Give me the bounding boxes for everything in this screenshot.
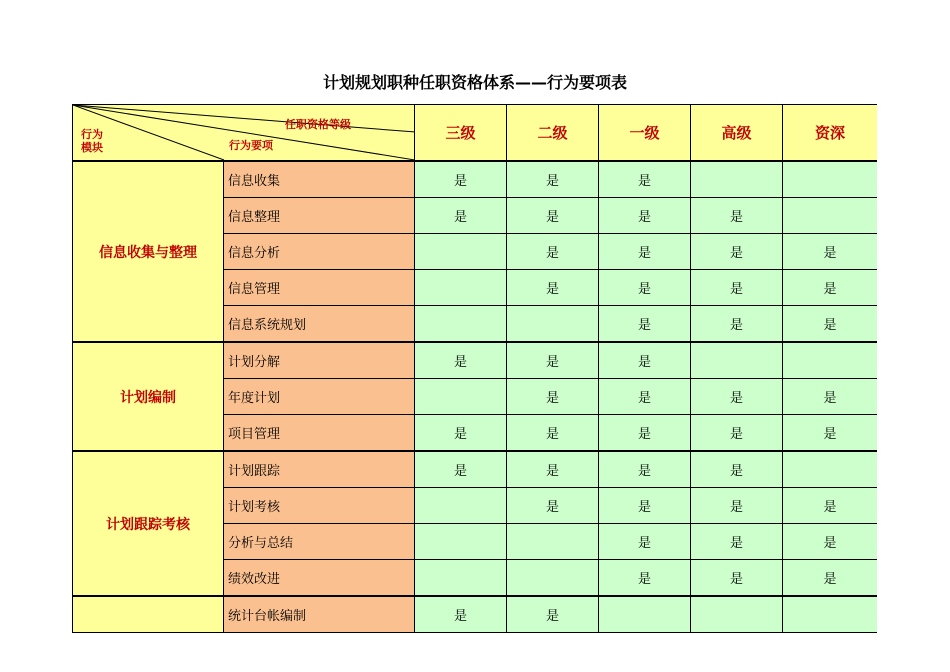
level-mark-cell: 是 bbox=[507, 198, 599, 234]
level-mark-cell bbox=[415, 270, 507, 306]
level-mark-cell: 是 bbox=[507, 379, 599, 415]
corner-row-label-2: 模块 bbox=[81, 141, 103, 154]
level-mark-cell: 是 bbox=[599, 415, 691, 452]
level-mark-cell: 是 bbox=[783, 415, 878, 452]
level-mark-cell: 是 bbox=[507, 596, 599, 633]
module-cell bbox=[73, 596, 224, 633]
level-mark-cell: 是 bbox=[691, 488, 783, 524]
level-mark-cell: 是 bbox=[691, 560, 783, 597]
level-header-4: 高级 bbox=[691, 105, 783, 162]
level-mark-cell bbox=[507, 560, 599, 597]
level-mark-cell: 是 bbox=[783, 306, 878, 343]
level-mark-cell: 是 bbox=[415, 596, 507, 633]
module-cell: 计划跟踪考核 bbox=[73, 451, 224, 596]
table-row bbox=[73, 451, 878, 488]
level-mark-cell bbox=[599, 596, 691, 633]
level-mark-cell: 是 bbox=[599, 451, 691, 488]
table-row bbox=[73, 161, 878, 198]
level-mark-cell: 是 bbox=[599, 488, 691, 524]
behavior-item-cell: 项目管理 bbox=[224, 415, 415, 452]
level-mark-cell: 是 bbox=[691, 524, 783, 560]
behavior-item-cell: 年度计划 bbox=[224, 379, 415, 415]
level-mark-cell: 是 bbox=[783, 379, 878, 415]
module-cell: 信息收集与整理 bbox=[73, 161, 224, 342]
behavior-items-table bbox=[72, 104, 877, 672]
behavior-item-cell: 信息整理 bbox=[224, 198, 415, 234]
level-mark-cell: 是 bbox=[599, 342, 691, 379]
level-mark-cell: 是 bbox=[507, 342, 599, 379]
level-mark-cell: 是 bbox=[415, 342, 507, 379]
level-mark-cell: 是 bbox=[691, 198, 783, 234]
level-mark-cell bbox=[415, 488, 507, 524]
behavior-item-cell: 绩效改进 bbox=[224, 560, 415, 597]
level-mark-cell: 是 bbox=[691, 415, 783, 452]
behavior-item-cell: 信息系统规划 bbox=[224, 306, 415, 343]
level-mark-cell: 是 bbox=[783, 524, 878, 560]
level-mark-cell: 是 bbox=[783, 488, 878, 524]
level-mark-cell bbox=[783, 342, 878, 379]
level-mark-cell bbox=[507, 524, 599, 560]
level-mark-cell bbox=[415, 524, 507, 560]
level-mark-cell: 是 bbox=[599, 306, 691, 343]
level-mark-cell bbox=[415, 560, 507, 597]
page-title: 计划规划职种任职资格体系——行为要项表 bbox=[322, 73, 627, 92]
behavior-item-cell: 分析与总结 bbox=[224, 524, 415, 560]
level-mark-cell: 是 bbox=[507, 488, 599, 524]
level-mark-cell: 是 bbox=[599, 198, 691, 234]
level-mark-cell: 是 bbox=[415, 451, 507, 488]
level-mark-cell bbox=[415, 306, 507, 343]
level-mark-cell: 是 bbox=[507, 451, 599, 488]
behavior-item-cell: 计划跟踪 bbox=[224, 451, 415, 488]
level-mark-cell: 是 bbox=[783, 270, 878, 306]
level-mark-cell: 是 bbox=[415, 198, 507, 234]
corner-row-label-1: 行为 bbox=[81, 128, 103, 141]
level-mark-cell bbox=[783, 451, 878, 488]
level-header-3: 一级 bbox=[599, 105, 691, 162]
level-mark-cell: 是 bbox=[599, 379, 691, 415]
level-mark-cell: 是 bbox=[691, 234, 783, 270]
table-row bbox=[73, 342, 878, 379]
level-mark-cell: 是 bbox=[507, 270, 599, 306]
level-mark-cell bbox=[783, 198, 878, 234]
table-corner-cell bbox=[73, 105, 415, 162]
level-mark-cell: 是 bbox=[507, 161, 599, 198]
behavior-item-cell: 信息管理 bbox=[224, 270, 415, 306]
level-mark-cell: 是 bbox=[415, 161, 507, 198]
level-mark-cell bbox=[691, 342, 783, 379]
level-mark-cell: 是 bbox=[507, 234, 599, 270]
level-mark-cell bbox=[507, 306, 599, 343]
behavior-item-cell: 信息分析 bbox=[224, 234, 415, 270]
level-mark-cell: 是 bbox=[783, 234, 878, 270]
level-mark-cell: 是 bbox=[599, 161, 691, 198]
level-mark-cell bbox=[691, 161, 783, 198]
corner-level-label: 任职资格等级 bbox=[285, 118, 351, 131]
corner-item-label: 行为要项 bbox=[229, 139, 273, 152]
level-mark-cell bbox=[783, 596, 878, 633]
level-mark-cell: 是 bbox=[599, 560, 691, 597]
level-header-1: 三级 bbox=[415, 105, 507, 162]
level-mark-cell bbox=[691, 596, 783, 633]
behavior-item-cell: 计划考核 bbox=[224, 488, 415, 524]
table-row bbox=[73, 596, 878, 633]
level-header-2: 二级 bbox=[507, 105, 599, 162]
level-header-5: 资深 bbox=[783, 105, 878, 162]
level-mark-cell: 是 bbox=[599, 270, 691, 306]
level-mark-cell: 是 bbox=[783, 560, 878, 597]
level-mark-cell: 是 bbox=[507, 415, 599, 452]
level-mark-cell: 是 bbox=[599, 234, 691, 270]
level-mark-cell: 是 bbox=[691, 306, 783, 343]
table-header-row bbox=[73, 105, 878, 162]
level-mark-cell: 是 bbox=[599, 524, 691, 560]
level-mark-cell bbox=[783, 161, 878, 198]
behavior-item-cell: 信息收集 bbox=[224, 161, 415, 198]
level-mark-cell bbox=[415, 234, 507, 270]
module-cell: 计划编制 bbox=[73, 342, 224, 451]
level-mark-cell: 是 bbox=[691, 379, 783, 415]
level-mark-cell: 是 bbox=[415, 415, 507, 452]
level-mark-cell: 是 bbox=[691, 270, 783, 306]
level-mark-cell: 是 bbox=[691, 451, 783, 488]
behavior-item-cell: 计划分解 bbox=[224, 342, 415, 379]
behavior-item-cell: 统计台帐编制 bbox=[224, 596, 415, 633]
level-mark-cell bbox=[415, 379, 507, 415]
